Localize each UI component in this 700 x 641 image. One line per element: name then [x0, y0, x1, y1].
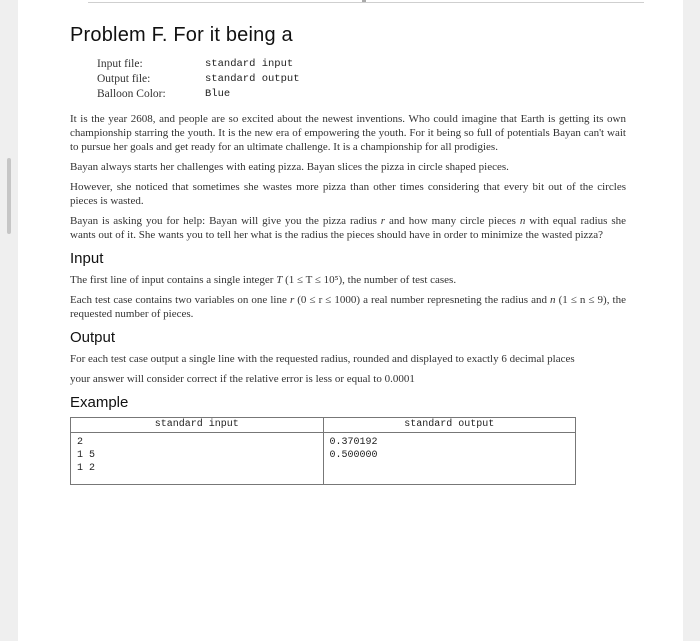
- output-paragraph-2: your answer will consider correct if the relative error is less or equal to 0.0001: [70, 373, 415, 385]
- problem-content: [70, 24, 626, 485]
- example-input-column: [71, 418, 323, 484]
- statement-paragraph-1: It is the year 2608, and people are so excited about the newest inventions. Who could imagine that Earth is getting its own championship starring the youth. It is the new era of empowering the youth. For it being so full of potentials Bayan can't wait to pursue her goals and get ready for an ultimate challenge. It is a championship for all prodigies.: [70, 113, 626, 153]
- top-divider: [88, 2, 644, 3]
- meta-label: Balloon Color:: [97, 88, 166, 100]
- example-output-line: 0.370192: [329, 437, 378, 448]
- top-divider-tick: [362, 0, 366, 2]
- meta-value: Blue: [205, 88, 231, 100]
- input-paragraph-1: [70, 273, 626, 287]
- meta-label: Output file:: [97, 73, 151, 85]
- math-range-r: (0 ≤ r ≤ 1000): [294, 294, 361, 306]
- math-var-r: r: [380, 215, 386, 227]
- example-input-body: [71, 433, 323, 484]
- meta-row-output-file: [97, 72, 626, 87]
- example-input-line: 2: [77, 437, 84, 448]
- problem-meta: [97, 57, 626, 102]
- math-var-r: r: [289, 294, 295, 306]
- math-var-n: n: [550, 294, 556, 306]
- statement-paragraph-4: [70, 214, 626, 242]
- math-range-n: (1 ≤ n ≤ 9): [555, 294, 607, 306]
- math-range-T: (1 ≤ T ≤ 10⁵): [282, 274, 343, 286]
- text-run: and how many circle pieces: [385, 215, 520, 227]
- statement-paragraph-3: However, she noticed that sometimes she wastes more pizza than other times considering that every bit out of the circles pieces is wasted.: [70, 181, 626, 207]
- text-run: with equal radius she wants out of it. She wants you to tell her what is the radius the pieces should have in order to minimize the wasted pizza?: [70, 215, 626, 241]
- math-var-T: T: [276, 274, 283, 286]
- output-heading: Output: [70, 329, 116, 346]
- text-run: Each test case contains two variables on one line: [70, 294, 290, 306]
- text-run: a real number represneting the radius and: [360, 294, 551, 306]
- example-input-line: 1 2: [77, 463, 96, 474]
- example-input-line: 1 5: [77, 450, 96, 461]
- example-output-body: [324, 433, 576, 484]
- meta-row-balloon-color: [97, 87, 626, 102]
- text-run: , the number of test cases.: [342, 274, 457, 286]
- scrollbar-thumb[interactable]: [7, 158, 11, 234]
- example-output-header: standard output: [324, 418, 576, 433]
- math-var-n: n: [519, 215, 526, 227]
- example-output-line: 0.500000: [329, 450, 378, 461]
- meta-value: standard input: [205, 58, 294, 70]
- text-run: Bayan is asking you for help: Bayan will give you the pizza radius: [70, 215, 381, 227]
- meta-value: standard output: [205, 73, 300, 85]
- problem-title: Problem F. For it being a: [70, 24, 293, 46]
- meta-label: Input file:: [97, 58, 143, 70]
- statement-paragraph-2: Bayan always starts her challenges with eating pizza. Bayan slices the pizza in circle shaped pieces.: [70, 161, 509, 173]
- example-output-column: [323, 418, 576, 484]
- example-heading: Example: [70, 394, 129, 411]
- example-table: [70, 417, 576, 485]
- text-run: The first line of input contains a single integer: [70, 274, 277, 286]
- meta-row-input-file: [97, 57, 626, 72]
- output-paragraph-1: For each test case output a single line with the requested radius, rounded and displayed to exactly 6 decimal places: [70, 353, 575, 365]
- input-paragraph-2: [70, 293, 626, 321]
- input-heading: Input: [70, 250, 104, 267]
- text-run: , the requested number of pieces.: [70, 294, 626, 320]
- example-input-header: standard input: [71, 418, 323, 433]
